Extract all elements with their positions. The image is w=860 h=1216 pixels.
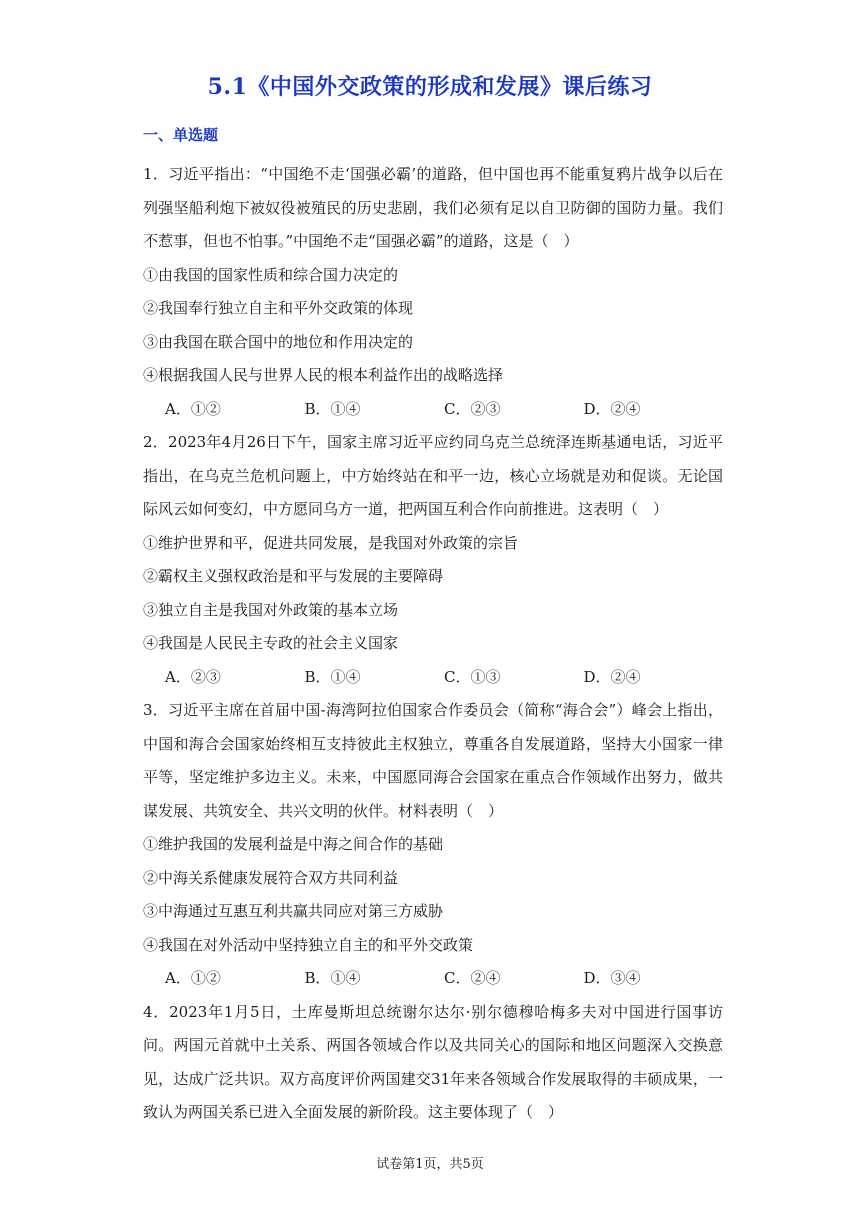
question-stem: 1．习近平指出：“中国绝不走‘国强必霸’的道路，但中国也再不能重复鸦片战争以后在列强坚船利炮下被奴役被殖民的历史悲剧，我们必须有足以自卫防御的国防力量。我们不惹事，但也不怕事。”中国绝不走“国强必霸”的道路，这是（ ） [143, 165, 723, 250]
statement-option: ③独立自主是我国对外政策的基本立场 [143, 600, 399, 619]
choice-c[interactable]: C．①③ [444, 667, 501, 686]
question-2 [143, 426, 723, 694]
choice-c[interactable]: C．②③ [444, 399, 501, 418]
question-stem: 3．习近平主席在首届中国-海湾阿拉伯国家合作委员会（简称“海合会”）峰会上指出，中国和海合会国家始终相互支持彼此主权独立，尊重各自发展道路，坚持大小国家一律平等，坚定维护多边主义。未来，中国愿同海合会国家在重点合作领域作出努力，做共谋发展、共筑安全、共兴文明的伙伴。材料表明（ ） [143, 701, 723, 820]
question-4 [143, 996, 723, 1130]
question-1 [143, 158, 723, 426]
choice-b[interactable]: B．①④ [304, 399, 361, 418]
statement-option: ③由我国在联合国中的地位和作用决定的 [143, 332, 414, 351]
statement-option: ①由我国的国家性质和综合国力决定的 [143, 265, 399, 284]
question-stem: 2．2023年4月26日下午，国家主席习近平应约同乌克兰总统泽连斯基通电话，习近平指出，在乌克兰危机问题上，中方始终站在和平一边，核心立场就是劝和促谈。无论国际风云如何变幻，中方愿同乌方一道，把两国互利合作向前推进。这表明（ ） [143, 433, 723, 518]
choice-d[interactable]: D．②④ [583, 667, 641, 686]
choice-b[interactable]: B．①④ [304, 969, 361, 987]
answer-choices [143, 962, 723, 996]
choice-a[interactable]: A．①② [165, 399, 221, 418]
page-title: 5.1《中国外交政策的形成和发展》课后练习 [207, 74, 653, 100]
statement-option: ②霸权主义强权政治是和平与发展的主要障碍 [143, 567, 444, 585]
choice-b[interactable]: B．①④ [304, 667, 361, 686]
statement-option: ②中海关系健康发展符合双方共同利益 [143, 868, 399, 887]
statement-option: ③中海通过互惠互利共赢共同应对第三方威胁 [143, 902, 444, 920]
question-stem: 4．2023年1月5日，土库曼斯坦总统谢尔达尔·别尔德穆哈梅多夫对中国进行国事访问。两国元首就中土关系、两国各领域合作以及共同关心的国际和地区问题深入交换意见，达成广泛共识。双方高度评价两国建交31年来各领域合作发展取得的丰硕成果，一致认为两国关系已进入全面发展的新阶段。这主要体现了（ ） [143, 1002, 723, 1121]
choice-d[interactable]: D．②④ [583, 399, 641, 418]
statement-option: ④我国是人民民主专政的社会主义国家 [143, 634, 399, 652]
choice-c[interactable]: C．②④ [444, 969, 501, 987]
choice-d[interactable]: D．③④ [583, 969, 641, 987]
section-heading: 一、单选题 [143, 126, 219, 144]
statement-option: ④我国在对外活动中坚持独立自主的和平外交政策 [143, 935, 474, 954]
statement-option: ④根据我国人民与世界人民的根本利益作出的战略选择 [143, 366, 504, 384]
answer-choices [143, 393, 723, 427]
page-footer: 试卷第1页，共5页 [376, 1157, 484, 1172]
choice-a[interactable]: A．①② [165, 969, 221, 987]
choice-a[interactable]: A．②③ [165, 667, 221, 686]
question-list [143, 158, 723, 1130]
question-3 [143, 694, 723, 996]
statement-option: ②我国奉行独立自主和平外交政策的体现 [143, 299, 414, 317]
statement-option: ①维护我国的发展利益是中海之间合作的基础 [143, 835, 444, 853]
statement-option: ①维护世界和平，促进共同发展，是我国对外政策的宗旨 [143, 533, 519, 552]
answer-choices [143, 661, 723, 695]
